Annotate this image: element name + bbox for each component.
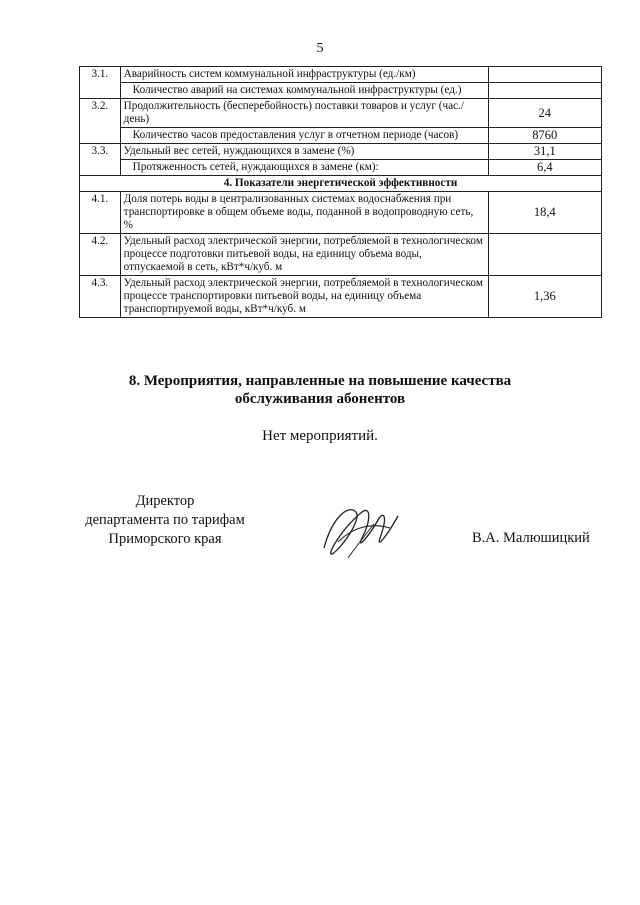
handwritten-signature-icon [318, 498, 408, 562]
row-value: 24 [488, 99, 601, 128]
row-number: 4.1. [80, 192, 121, 234]
signatory-department: департамента по тарифам [85, 512, 245, 528]
table-row [80, 234, 602, 276]
no-measures-text: Нет мероприятий. [262, 428, 378, 444]
signatory-title: Директор [135, 493, 195, 509]
row-number: 3.2. [80, 99, 121, 128]
row-number: 3.1. [80, 67, 121, 83]
table-row [80, 99, 602, 128]
indicators-table [79, 66, 602, 318]
row-value: 1,36 [488, 276, 601, 318]
row-value: 18,4 [488, 192, 601, 234]
table-row [80, 276, 602, 318]
row-value: 8760 [488, 128, 601, 144]
table-section-row [80, 176, 602, 192]
row-value: 6,4 [488, 160, 601, 176]
row-number: 4.2. [80, 234, 121, 276]
section-8-title-line1: 8. Мероприятия, направленные на повышение качества [128, 373, 512, 389]
table-row [80, 160, 602, 176]
section-8-title [0, 372, 640, 408]
page-number: 5 [316, 41, 324, 56]
row-value [488, 83, 601, 99]
row-description: Удельный расход электрической энергии, потребляемой в технологическом процессе подготовки питьевой воды, на единицу объема воды, отпускаемой в сеть, кВт*ч/куб. м [120, 234, 488, 276]
signatory-position [70, 492, 260, 549]
row-description: Количество часов предоставления услуг в отчетном периоде (часов) [120, 128, 488, 144]
section-8-title-line2: обслуживания абонентов [234, 391, 406, 407]
signatory-name: В.А. Малюшицкий [472, 530, 590, 546]
row-value: 31,1 [488, 144, 601, 160]
row-number [80, 83, 121, 99]
row-description: Аварийность систем коммунальной инфраструктуры (ед./км) [120, 67, 488, 83]
table-row [80, 128, 602, 144]
row-number: 3.3. [80, 144, 121, 160]
row-number: 4.3. [80, 276, 121, 318]
table-row [80, 67, 602, 83]
table-row [80, 83, 602, 99]
section-heading: 4. Показатели энергетической эффективности [80, 176, 602, 192]
row-description: Доля потерь воды в централизованных системах водоснабжения при транспортировке в общем объеме воды, поданной в водопроводную сеть, % [120, 192, 488, 234]
signatory-region: Приморского края [108, 531, 222, 547]
row-description: Продолжительность (бесперебойность) поставки товаров и услуг (час./день) [120, 99, 488, 128]
row-description: Удельный вес сетей, нуждающихся в замене (%) [120, 144, 488, 160]
row-number [80, 128, 121, 144]
row-value [488, 67, 601, 83]
table-row [80, 192, 602, 234]
table-row [80, 144, 602, 160]
row-number [80, 160, 121, 176]
row-description: Удельный расход электрической энергии, потребляемой в технологическом процессе транспортировки питьевой воды, на единицу объема транспортируемой воды, кВт*ч/куб. м [120, 276, 488, 318]
row-description: Протяженность сетей, нуждающихся в замене (км): [120, 160, 488, 176]
row-description: Количество аварий на системах коммунальной инфраструктуры (ед.) [120, 83, 488, 99]
row-value [488, 234, 601, 276]
